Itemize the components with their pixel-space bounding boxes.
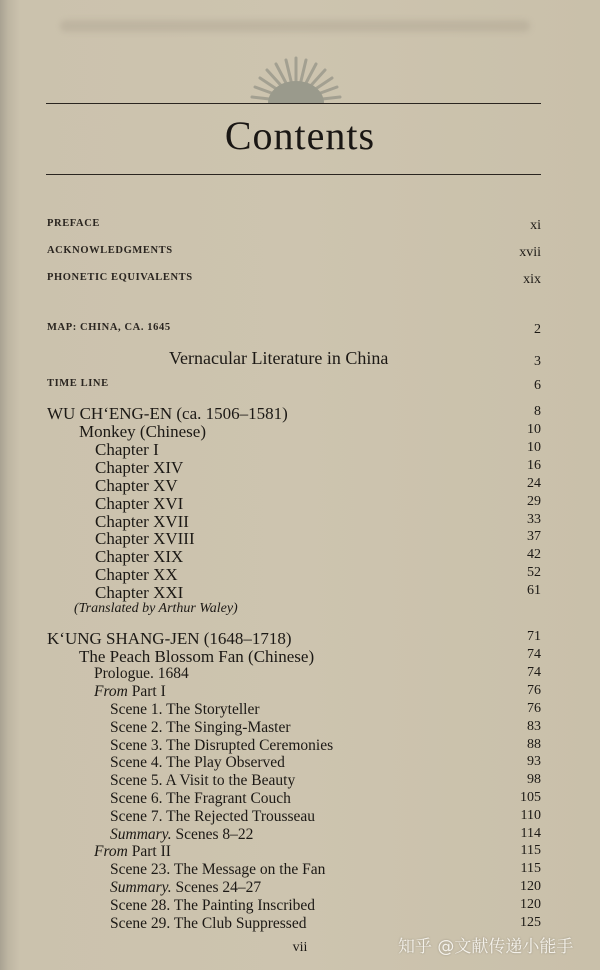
part-label bbox=[94, 843, 171, 861]
entry-page: 88 bbox=[527, 737, 541, 752]
scene-label bbox=[110, 772, 295, 790]
scene-label bbox=[110, 879, 261, 897]
toc-entry-preface[interactable] bbox=[0, 218, 600, 236]
toc-scene[interactable] bbox=[0, 861, 600, 879]
scene-label bbox=[110, 754, 285, 772]
toc-scene[interactable] bbox=[0, 897, 600, 915]
entry-page: 10 bbox=[527, 422, 541, 437]
entry-label: PREFACE bbox=[47, 218, 101, 229]
entry-page: 6 bbox=[534, 378, 541, 393]
chapter-label: Chapter I bbox=[95, 440, 159, 459]
scene-title: Scene 1. The Storyteller bbox=[110, 701, 260, 718]
work-label: Monkey (Chinese) bbox=[79, 422, 207, 441]
entry-page: 115 bbox=[520, 843, 541, 858]
chapter-label: Chapter XIX bbox=[95, 547, 184, 566]
entry-label: Prologue. 1684 bbox=[94, 665, 189, 682]
entry-page: 114 bbox=[520, 826, 541, 841]
page-title: Contents bbox=[224, 113, 376, 158]
scene-title: Scene 4. The Play Observed bbox=[110, 754, 285, 771]
entry-page: 24 bbox=[527, 476, 541, 491]
scene-title: Scene 2. The Singing-Master bbox=[110, 719, 291, 736]
scene-label bbox=[110, 826, 253, 844]
entry-label: PHONETIC EQUIVALENTS bbox=[47, 272, 193, 283]
entry-label: ACKNOWLEDGMENTS bbox=[47, 245, 173, 256]
toc-work-monkey[interactable] bbox=[0, 422, 600, 440]
entry-page: 76 bbox=[527, 701, 541, 716]
entry-page: 71 bbox=[527, 629, 541, 644]
toc-entry-prologue[interactable] bbox=[0, 665, 600, 683]
entry-page: 98 bbox=[527, 772, 541, 787]
entry-page: 105 bbox=[520, 790, 541, 805]
from-prefix: From bbox=[94, 683, 128, 700]
author-label: K‘UNG SHANG-JEN (1648–1718) bbox=[47, 629, 292, 648]
toc-part-1[interactable] bbox=[0, 683, 600, 701]
entry-page: 61 bbox=[527, 583, 541, 598]
show-through-text bbox=[60, 20, 530, 32]
scene-label bbox=[110, 861, 325, 879]
toc-chapter[interactable] bbox=[0, 565, 600, 583]
toc-scene[interactable] bbox=[0, 754, 600, 772]
entry-page: 52 bbox=[527, 565, 541, 580]
section-label: Vernacular Literature in China bbox=[169, 348, 389, 368]
toc-chapter[interactable] bbox=[0, 476, 600, 494]
scene-title: Scene 5. A Visit to the Beauty bbox=[110, 772, 296, 789]
toc-author-wu[interactable] bbox=[0, 404, 600, 422]
scene-label bbox=[110, 915, 306, 933]
entry-page: 83 bbox=[527, 719, 541, 734]
entry-page: 29 bbox=[527, 494, 541, 509]
chapter-label: Chapter XVI bbox=[95, 494, 184, 513]
scene-label bbox=[110, 897, 315, 915]
chapter-label: Chapter XVII bbox=[95, 512, 189, 531]
scene-label bbox=[110, 808, 315, 826]
toc-scene[interactable] bbox=[0, 737, 600, 755]
toc-summary[interactable] bbox=[0, 879, 600, 897]
entry-page: 10 bbox=[527, 440, 541, 455]
scene-title: Scene 23. The Message on the Fan bbox=[110, 861, 326, 878]
toc-scene[interactable] bbox=[0, 719, 600, 737]
entry-page: 37 bbox=[527, 529, 541, 544]
bottom-rule bbox=[46, 174, 541, 175]
toc-summary[interactable] bbox=[0, 826, 600, 844]
chapter-label: Chapter XXI bbox=[95, 583, 184, 602]
toc-chapter[interactable] bbox=[0, 494, 600, 512]
entry-label: TIME LINE bbox=[47, 378, 109, 389]
entry-page: 33 bbox=[527, 512, 541, 527]
toc-entry-map[interactable] bbox=[0, 322, 600, 340]
toc-scene[interactable] bbox=[0, 772, 600, 790]
scene-title: Scene 3. The Disrupted Ceremonies bbox=[110, 737, 334, 754]
translator-label: (Translated by Arthur Waley) bbox=[74, 601, 238, 616]
toc-chapter[interactable] bbox=[0, 458, 600, 476]
chapter-label: Chapter XIV bbox=[95, 458, 184, 477]
work-label: The Peach Blossom Fan (Chinese) bbox=[79, 647, 315, 666]
entry-page: 2 bbox=[534, 322, 541, 337]
chapter-label: Chapter XV bbox=[95, 476, 178, 495]
author-label: WU CH‘ENG-EN (ca. 1506–1581) bbox=[47, 404, 288, 423]
toc-chapter[interactable] bbox=[0, 583, 600, 601]
sunburst-ornament-icon bbox=[246, 52, 346, 104]
summary-prefix: Summary. bbox=[110, 879, 172, 896]
entry-page: 120 bbox=[520, 897, 541, 912]
toc-chapter[interactable] bbox=[0, 440, 600, 458]
entry-label: MAP: CHINA, CA. 1645 bbox=[47, 322, 171, 333]
toc-chapter[interactable] bbox=[0, 529, 600, 547]
toc-scene[interactable] bbox=[0, 808, 600, 826]
page-folio: vii bbox=[292, 940, 308, 955]
entry-page: xix bbox=[523, 272, 541, 287]
scene-title: Scenes 8–22 bbox=[171, 826, 254, 843]
zhihu-watermark: 知乎 @文献传递小能手 bbox=[398, 937, 574, 957]
toc-scene[interactable] bbox=[0, 701, 600, 719]
part-title: Part II bbox=[127, 843, 171, 860]
entry-page: 115 bbox=[520, 861, 541, 876]
scene-title: Scene 29. The Club Suppressed bbox=[110, 915, 307, 932]
entry-page: 110 bbox=[520, 808, 541, 823]
entry-page: 8 bbox=[534, 404, 541, 419]
entry-page: 125 bbox=[520, 915, 541, 930]
toc-scene[interactable] bbox=[0, 915, 600, 933]
part-title: Part I bbox=[127, 683, 166, 700]
entry-page: 76 bbox=[527, 683, 541, 698]
chapter-label: Chapter XVIII bbox=[95, 529, 195, 548]
toc-entry-timeline[interactable] bbox=[0, 378, 600, 396]
top-rule bbox=[46, 103, 541, 104]
entry-page: 93 bbox=[527, 754, 541, 769]
chapter-label: Chapter XX bbox=[95, 565, 178, 584]
entry-page: 16 bbox=[527, 458, 541, 473]
toc-scene[interactable] bbox=[0, 790, 600, 808]
entry-page: 74 bbox=[527, 665, 541, 680]
toc-entry-acknowledgments[interactable] bbox=[0, 245, 600, 263]
entry-page: xvii bbox=[519, 245, 541, 260]
scene-title: Scene 7. The Rejected Trousseau bbox=[110, 808, 316, 825]
scene-title: Scenes 24–27 bbox=[171, 879, 262, 896]
scene-label bbox=[110, 701, 260, 719]
toc-section-vernacular[interactable] bbox=[0, 348, 600, 370]
part-label bbox=[94, 683, 166, 701]
toc-chapter[interactable] bbox=[0, 512, 600, 530]
from-prefix: From bbox=[94, 843, 128, 860]
scene-title: Scene 6. The Fragrant Couch bbox=[110, 790, 291, 807]
scene-title: Scene 28. The Painting Inscribed bbox=[110, 897, 316, 914]
summary-prefix: Summary. bbox=[110, 826, 172, 843]
entry-page: 3 bbox=[534, 354, 541, 369]
toc-work-peach-blossom-fan[interactable] bbox=[0, 647, 600, 665]
translator-credit bbox=[0, 601, 600, 619]
scene-label bbox=[110, 737, 333, 755]
toc-author-kung[interactable] bbox=[0, 629, 600, 647]
entry-page: xi bbox=[530, 218, 541, 233]
toc-entry-phonetic[interactable] bbox=[0, 272, 600, 290]
entry-page: 74 bbox=[527, 647, 541, 662]
toc-part-2[interactable] bbox=[0, 843, 600, 861]
toc-chapter[interactable] bbox=[0, 547, 600, 565]
entry-page: 42 bbox=[527, 547, 541, 562]
scene-label bbox=[110, 790, 291, 808]
entry-page: 120 bbox=[520, 879, 541, 894]
scene-label bbox=[110, 719, 291, 737]
